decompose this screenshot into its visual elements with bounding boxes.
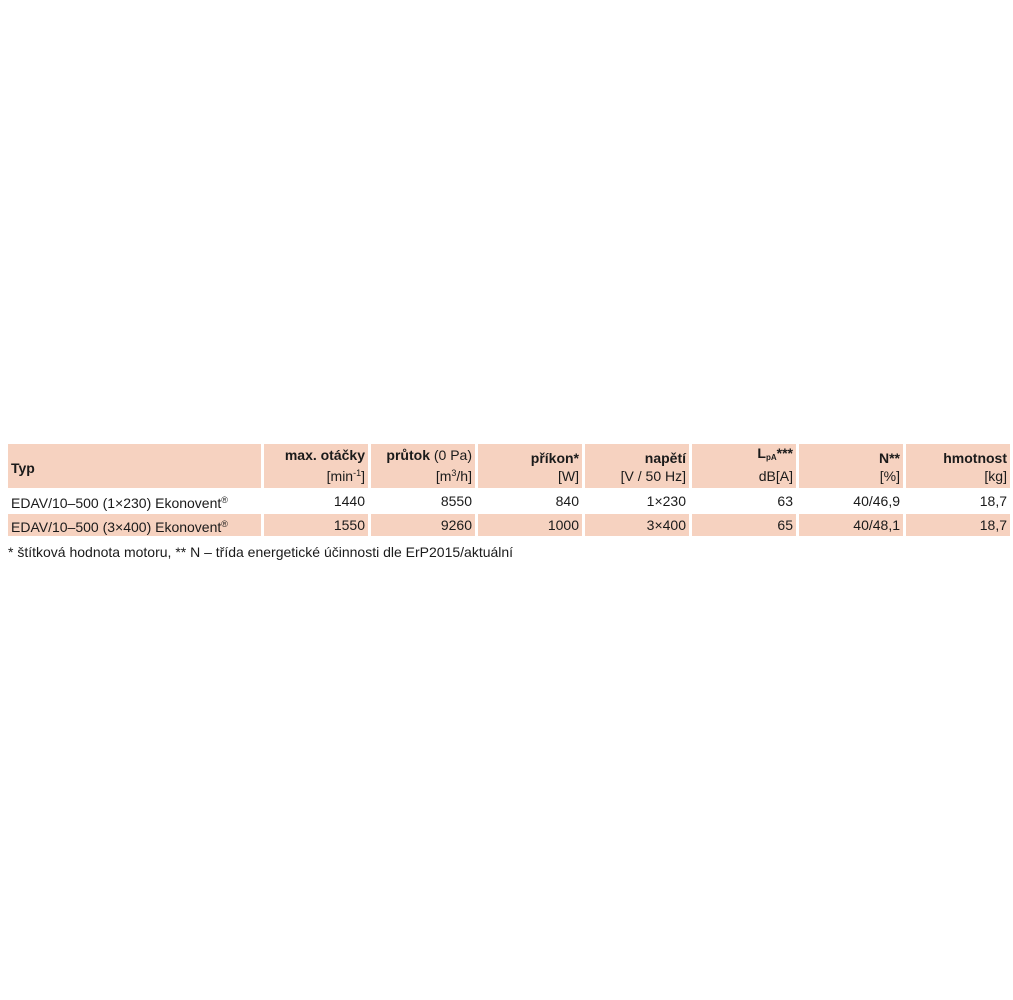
cell-n: 40/48,1 <box>799 514 903 536</box>
header-otacky-unit: $[\min^{-1}]$ <box>326 468 365 484</box>
cell-prikon: 840 <box>555 493 579 509</box>
cell-typ: EDAV/10–500 (3×400) Ekonovent® <box>8 514 261 536</box>
cell-hmotnost: 18,7 <box>979 493 1007 509</box>
header-lpa-name: $L_{pA}***$ <box>757 445 793 462</box>
header-napeti <box>585 444 689 488</box>
cell-napeti: 3×400 <box>585 514 689 536</box>
header-prikon-unit: [W] <box>558 468 579 484</box>
header-prutok-name: průtok (0 Pa) <box>386 447 472 463</box>
header-prikon-name: příkon* <box>530 450 579 466</box>
header-n-unit: [%] <box>879 468 900 484</box>
cell-napeti: 1×230 <box>646 493 686 509</box>
header-otacky-name: max. otáčky <box>284 447 365 463</box>
cell-lpa: 65 <box>692 514 796 536</box>
cell-prutok: 9260 <box>371 514 475 536</box>
header-n-name: N** <box>878 450 900 466</box>
header-prutok-unit: $[m^3/h]$ <box>435 468 472 484</box>
cell-otacky: 1550 <box>264 514 368 536</box>
header-hmotnost-name: hmotnost <box>943 450 1007 466</box>
header-hmotnost <box>906 444 1010 488</box>
header-prikon <box>478 444 582 488</box>
cell-n: 40/46,9 <box>853 493 900 509</box>
header-typ: Typ <box>8 444 261 488</box>
header-napeti-unit: [V / 50 Hz] <box>620 468 686 484</box>
header-otacky <box>264 444 368 488</box>
header-n <box>799 444 903 488</box>
header-prutok <box>371 444 475 488</box>
header-napeti-name: napětí <box>644 450 686 466</box>
cell-otacky: 1440 <box>333 493 365 509</box>
spec-table <box>5 442 1013 538</box>
cell-lpa: 63 <box>777 493 793 509</box>
header-lpa <box>692 444 796 488</box>
table-body <box>8 490 1010 536</box>
table-row <box>8 490 1010 512</box>
cell-prutok: 8550 <box>440 493 472 509</box>
table-header <box>8 444 1010 488</box>
cell-typ: EDAV/10–500 (1×230) Ekonovent® <box>11 494 228 511</box>
header-row <box>8 444 1010 488</box>
footnote: * štítková hodnota motoru, ** N – třída energetické účinnosti dle ErP2015/aktuální <box>8 544 514 560</box>
header-hmotnost-unit: [kg] <box>984 468 1007 484</box>
header-lpa-unit: dB[A] <box>758 468 793 484</box>
cell-prikon: 1000 <box>478 514 582 536</box>
table-row <box>8 514 1010 536</box>
cell-hmotnost: 18,7 <box>906 514 1010 536</box>
